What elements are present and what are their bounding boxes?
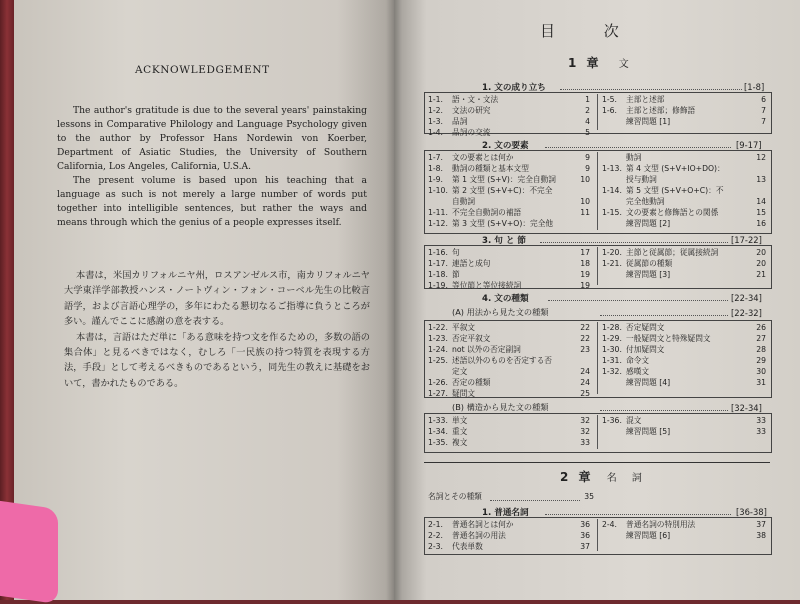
section-2-heading: 2. 文の要素 — [482, 141, 529, 151]
toc-entry-title[interactable]: 動詞の種類と基本文型 — [452, 164, 529, 173]
toc-entry-title[interactable]: 混文 — [626, 416, 642, 425]
toc-entry-title[interactable]: 練習問題 [3] — [626, 270, 671, 279]
toc-entry-page: 13 — [756, 175, 766, 184]
toc-entry-page: 30 — [756, 367, 766, 376]
toc-entry-number: 1-18. — [428, 270, 448, 279]
toc-entry-page: 32 — [580, 416, 590, 425]
toc-entry-title[interactable]: 第 5 文型 (S+V+O+C)：不 — [626, 186, 724, 195]
toc-entry-page: 17 — [580, 248, 590, 257]
toc-entry-title[interactable]: 練習問題 [1] — [626, 117, 671, 126]
toc-entry-page: 21 — [756, 270, 766, 279]
leader-dots — [600, 315, 728, 316]
section-1-range: [1-8] — [744, 82, 765, 92]
toc-entry-number: 2-1. — [428, 520, 443, 529]
chapter-2-heading — [560, 468, 648, 485]
toc-entry-number: 1-28. — [602, 323, 622, 332]
toc-entry-number: 1-25. — [428, 356, 448, 365]
toc-entry-title[interactable]: 練習問題 [4] — [626, 378, 671, 387]
acknowledgement-japanese-text — [64, 268, 370, 391]
toc-entry-page: 9 — [585, 164, 590, 173]
toc-entry-title[interactable]: 普通名詞の用法 — [452, 531, 506, 540]
toc-entry-page: 23 — [580, 345, 590, 354]
toc-entry-number: 1-14. — [602, 186, 622, 195]
toc-entry-title[interactable]: 定文 — [452, 367, 468, 376]
section-4b-subheading: (B) 構造から見た文の種類 — [452, 402, 549, 412]
column-divider — [597, 519, 598, 551]
chapter-1-name: 文 — [618, 59, 635, 70]
toc-entry-number: 1-24. — [428, 345, 448, 354]
toc-entry-page: 20 — [756, 248, 766, 257]
toc-entry-title[interactable]: 練習問題 [6] — [626, 531, 671, 540]
section-4-range: [22-34] — [731, 293, 762, 303]
toc-entry-page: 14 — [756, 197, 766, 206]
chapter-2-number: 2 章 — [560, 470, 594, 484]
toc-entry-number: 2-3. — [428, 542, 443, 551]
chapter-1-number: 1 章 — [568, 56, 602, 70]
toc-entry-title[interactable]: 複文 — [452, 438, 468, 447]
toc-entry-page: 36 — [580, 531, 590, 540]
chapter-2-intro-page: 35 — [584, 492, 594, 501]
toc-entry-page: 32 — [580, 427, 590, 436]
toc-entry-number: 1-1. — [428, 95, 443, 104]
toc-entry-number: 1-15. — [602, 208, 622, 217]
toc-entry-number: 1-2. — [428, 106, 443, 115]
toc-entry-title[interactable]: 文の要素とは何か — [452, 153, 514, 162]
toc-entry-page: 26 — [756, 323, 766, 332]
toc-entry-number: 1-3. — [428, 117, 443, 126]
section-4b-range: [32-34] — [731, 403, 762, 413]
toc-entry-title[interactable]: 練習問題 [2] — [626, 219, 671, 228]
toc-entry-page: 28 — [756, 345, 766, 354]
leader-dots — [600, 410, 728, 411]
toc-entry-page: 4 — [585, 117, 590, 126]
toc-entry-title[interactable]: 疑問文 — [452, 389, 476, 398]
toc-entry-page: 22 — [580, 334, 590, 343]
toc-entry-title[interactable]: 文法の研究 — [452, 106, 491, 115]
toc-entry-page: 10 — [580, 197, 590, 206]
toc-entry-page: 24 — [580, 378, 590, 387]
toc-entry-title[interactable]: 第 3 文型 (S+V+O)：完全他 — [452, 219, 554, 228]
section-4-heading: 4. 文の種類 — [482, 294, 529, 304]
toc-entry-number: 1-19. — [428, 281, 448, 290]
toc-entry-title[interactable]: 一般疑問文と特殊疑問文 — [626, 334, 711, 343]
toc-entry-title[interactable]: 主部と述部；修飾語 — [626, 106, 696, 115]
jp-paragraph-2: 本書は，言語はただ単に「ある意味を持つ文を作るための，多数の語の集合体」と見るべきではなく，むしろ「一民族の持つ特質を表現する方法，手段」として考えるべきものであるという，同先生の教えに基礎をおいて，書かれたものである。 — [64, 331, 370, 389]
toc-entry-number: 1-16. — [428, 248, 448, 257]
toc-entry-page: 19 — [580, 270, 590, 279]
section-4b-box — [424, 413, 772, 453]
toc-entry-page: 18 — [580, 259, 590, 268]
toc-entry-title[interactable]: 重文 — [452, 427, 468, 436]
toc-entry-title[interactable]: 否定の種類 — [452, 378, 491, 387]
toc-entry-number: 1-36. — [602, 416, 622, 425]
toc-entry-number: 1-17. — [428, 259, 448, 268]
leader-dots — [560, 89, 742, 90]
column-divider — [597, 247, 598, 285]
toc-entry-number: 1-20. — [602, 248, 622, 257]
toc-entry-number: 1-29. — [602, 334, 622, 343]
toc-entry-number: 1-26. — [428, 378, 448, 387]
toc-entry-page: 15 — [756, 208, 766, 217]
chapter-1-heading — [568, 54, 635, 71]
toc-entry-title[interactable]: 従属節の種類 — [626, 259, 673, 268]
toc-entry-number: 1-8. — [428, 164, 443, 173]
section-4a-subheading: (A) 用法から見た文の種類 — [452, 307, 549, 317]
toc-entry-title[interactable]: 動詞 — [626, 153, 642, 162]
section-4a-range: [22-32] — [731, 308, 762, 318]
leader-dots — [545, 147, 731, 148]
column-divider — [597, 94, 598, 130]
pink-bookmark-tab — [0, 501, 58, 604]
toc-entry-page: 22 — [580, 323, 590, 332]
toc-entry-page: 20 — [756, 259, 766, 268]
toc-entry-page: 25 — [580, 389, 590, 398]
column-divider — [597, 152, 598, 230]
toc-entry-page: 10 — [580, 175, 590, 184]
toc-entry-title[interactable]: 品詞 — [452, 117, 468, 126]
toc-entry-number: 1-9. — [428, 175, 443, 184]
toc-entry-title[interactable]: 節 — [452, 270, 460, 279]
toc-entry-number: 1-12. — [428, 219, 448, 228]
toc-entry-title[interactable]: 単文 — [452, 416, 468, 425]
toc-entry-page: 9 — [585, 153, 590, 162]
toc-entry-page: 36 — [580, 520, 590, 529]
toc-entry-page: 37 — [580, 542, 590, 551]
toc-entry-number: 1-23. — [428, 334, 448, 343]
toc-entry-title[interactable]: 否定疑問文 — [626, 323, 665, 332]
toc-entry-title[interactable]: 練習問題 [5] — [626, 427, 671, 436]
toc-entry-title[interactable]: 完全他動詞 — [626, 197, 665, 206]
page-gutter — [386, 0, 402, 600]
toc-entry-number: 1-10. — [428, 186, 448, 195]
toc-entry-title[interactable]: 主節と従属節；従属接続詞 — [626, 248, 719, 257]
toc-entry-number: 1-31. — [602, 356, 622, 365]
chapter-2-intro-entry: 名詞とその種類 — [428, 492, 482, 501]
section-1-heading: 1. 文の成り立ち — [482, 83, 546, 93]
toc-entry-title[interactable]: 等位節と等位接続詞 — [452, 281, 522, 290]
toc-entry-page: 16 — [756, 219, 766, 228]
toc-entry-number: 1-6. — [602, 106, 617, 115]
toc-entry-title[interactable]: not 以外の否定副詞 — [452, 345, 521, 354]
acknowledgement-title: ACKNOWLEDGEMENT — [135, 64, 270, 76]
toc-entry-number: 1-5. — [602, 95, 617, 104]
chapter-divider — [424, 462, 770, 463]
toc-entry-title[interactable]: 語・文・文法 — [452, 95, 499, 104]
leader-dots — [540, 242, 728, 243]
leader-dots — [545, 514, 731, 515]
toc-entry-title[interactable]: 第 4 文型 (S+V+IO+DO)： — [626, 164, 725, 173]
toc-entry-number: 1-32. — [602, 367, 622, 376]
toc-entry-title[interactable]: 文の要素と修飾語との関係 — [626, 208, 719, 217]
toc-entry-title[interactable]: 自動詞 — [452, 197, 476, 206]
toc-entry-page: 29 — [756, 356, 766, 365]
toc-title: 目 次 — [540, 22, 641, 40]
toc-entry-number: 1-11. — [428, 208, 448, 217]
toc-entry-title[interactable]: 連語と成句 — [452, 259, 491, 268]
toc-entry-title[interactable]: 品詞の交流 — [452, 128, 491, 137]
toc-entry-number: 2-2. — [428, 531, 443, 540]
toc-entry-title[interactable]: 不完全自動詞の補語 — [452, 208, 522, 217]
toc-entry-page: 33 — [580, 438, 590, 447]
section-3-heading: 3. 句 と 節 — [482, 236, 527, 246]
toc-entry-page: 1 — [585, 95, 590, 104]
toc-entry-page: 6 — [761, 95, 766, 104]
ack-paragraph-2: The present volume is based upon his teaching that a language as such is not merely a large number of words put together into intelligible sentences, but rather the ways and means through which the genius of a people expresses itself. — [57, 175, 367, 228]
toc-entry-number: 1-22. — [428, 323, 448, 332]
toc-entry-title[interactable]: 代表単数 — [452, 542, 483, 551]
column-divider — [597, 322, 598, 394]
ack-paragraph-1: The author's gratitude is due to the several years' painstaking lessons in Comparative Philology and Language Psychology given to the author by Professor Hans Nordewin von Koerber, Department of Asiatic Studies, the University of Southern California, Los Angeles, California, U.S.A. — [57, 105, 367, 172]
toc-entry-title[interactable]: 第 2 文型 (S+V+C)：不完全 — [452, 186, 553, 195]
toc-entry-title[interactable]: 授与動詞 — [626, 175, 657, 184]
toc-entry-title[interactable]: 否定平叙文 — [452, 334, 491, 343]
toc-entry-number: 1-27. — [428, 389, 448, 398]
toc-entry-title[interactable]: 第 1 文型 (S+V)：完全自動詞 — [452, 175, 556, 184]
toc-entry-number: 1-13. — [602, 164, 622, 173]
toc-entry-title[interactable]: 感嘆文 — [626, 367, 650, 376]
toc-entry-page: 33 — [756, 416, 766, 425]
toc-entry-title[interactable]: 普通名詞とは何か — [452, 520, 514, 529]
section-2-range: [9-17] — [736, 140, 762, 150]
toc-entry-title[interactable]: 付加疑問文 — [626, 345, 665, 354]
section-5-heading: 1. 普通名詞 — [482, 508, 529, 518]
toc-entry-page: 11 — [580, 208, 590, 217]
toc-entry-number: 1-33. — [428, 416, 448, 425]
acknowledgement-english-text — [57, 104, 367, 230]
toc-entry-page: 7 — [761, 106, 766, 115]
toc-entry-page: 19 — [580, 281, 590, 290]
toc-entry-number: 1-7. — [428, 153, 443, 162]
toc-entry-page: 7 — [761, 117, 766, 126]
jp-paragraph-1: 本書は，米国カリフォルニヤ州，ロスアンゼルス市，南カリフォルニヤ大学東洋学部教授ハンス・ノートヴィン・フォン・コーベル先生の比較言語学，および言語心理学の，多年にわたる懇切なるご指導に負うところが多い。謹んでここに感謝の意を表する。 — [64, 270, 370, 328]
leader-dots — [490, 500, 580, 501]
toc-entry-page: 27 — [756, 334, 766, 343]
toc-entry-number: 1-35. — [428, 438, 448, 447]
toc-entry-title[interactable]: 普通名詞の特別用法 — [626, 520, 696, 529]
toc-entry-page: 33 — [756, 427, 766, 436]
toc-entry-number: 1-30. — [602, 345, 622, 354]
toc-entry-page: 24 — [580, 367, 590, 376]
toc-entry-title[interactable]: 平叙文 — [452, 323, 476, 332]
toc-entry-title[interactable]: 述語以外のものを否定する否 — [452, 356, 552, 365]
section-3-range: [17-22] — [731, 235, 762, 245]
chapter-2-name: 名 詞 — [606, 473, 648, 484]
toc-entry-title[interactable]: 主部と述部 — [626, 95, 665, 104]
toc-entry-page: 37 — [756, 520, 766, 529]
toc-entry-page: 5 — [585, 128, 590, 137]
toc-entry-page: 2 — [585, 106, 590, 115]
toc-entry-number: 1-4. — [428, 128, 443, 137]
toc-entry-title[interactable]: 句 — [452, 248, 460, 257]
toc-entry-number: 1-34. — [428, 427, 448, 436]
toc-entry-number: 2-4. — [602, 520, 617, 529]
leader-dots — [548, 300, 728, 301]
toc-entry-page: 31 — [756, 378, 766, 387]
toc-entry-page: 12 — [756, 153, 766, 162]
toc-entry-title[interactable]: 命令文 — [626, 356, 650, 365]
toc-entry-number: 1-21. — [602, 259, 622, 268]
section-5-range: [36-38] — [736, 507, 767, 517]
toc-entry-page: 38 — [756, 531, 766, 540]
column-divider — [597, 415, 598, 449]
